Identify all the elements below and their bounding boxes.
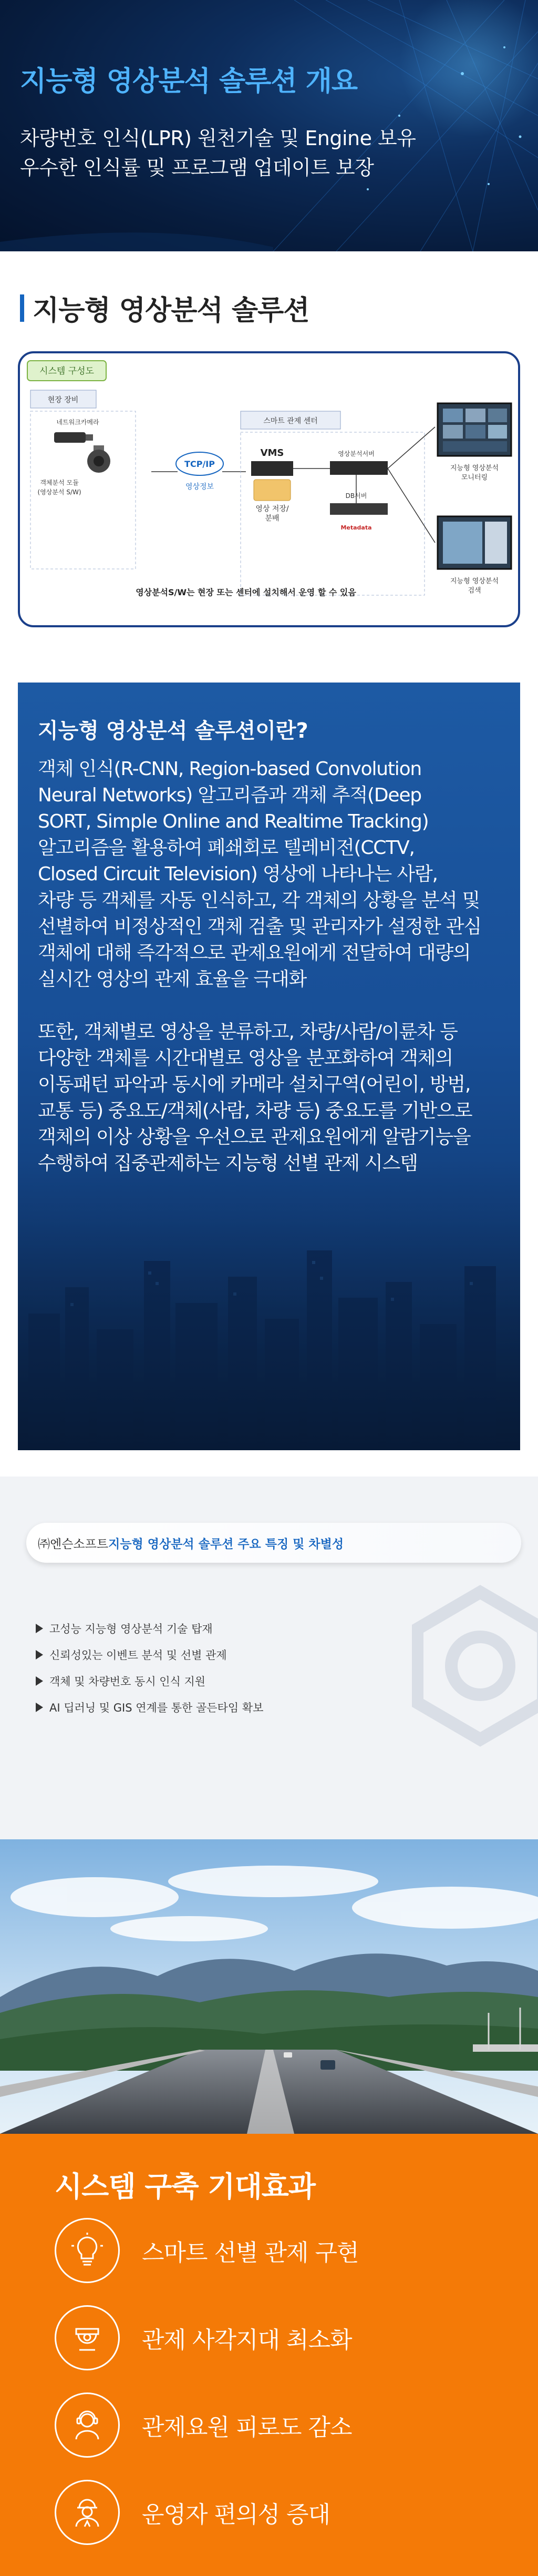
svg-text:영상정보: 영상정보 [185, 483, 214, 491]
solution-section-title [20, 288, 309, 328]
feature-item: 고성능 지능형 영상분석 기술 탑재 [36, 1615, 263, 1642]
ptz-camera-icon [87, 445, 110, 473]
site-label: 현장 장비 [47, 396, 79, 404]
definition-heading: 지능형 영상분석 솔루션이란? [38, 719, 308, 743]
definition-section [0, 677, 538, 1477]
benefit-label: 스마트 선별 관제 구현 [142, 2239, 359, 2266]
svg-text:지능형 영상분석: 지능형 영상분석 [450, 577, 499, 585]
hero-subtitle-line2: 우수한 인식률 및 프로그램 업데이트 보장 [20, 156, 374, 179]
features-header-title: 지능형 영상분석 솔루션 주요 특징 및 차별성 [108, 1537, 344, 1551]
decorative-shape-graphic [412, 1582, 538, 1781]
benefit-item [55, 2480, 330, 2545]
benefit-item [55, 2305, 352, 2370]
storage-icon [254, 480, 291, 501]
feature-item: 신뢰성있는 이벤트 분석 및 선별 관제 [36, 1642, 263, 1668]
diagram-caption: 영상분석S/W는 현장 또는 센터에 설치해서 운영 할 수 있음 [136, 587, 356, 597]
svg-text:모니터링: 모니터링 [461, 474, 488, 482]
solution-section [0, 251, 538, 677]
triangle-bullet-icon [36, 1703, 43, 1712]
search-display-icon [438, 516, 511, 569]
feature-item: 객체 및 차량번호 동시 인식 지원 [36, 1668, 263, 1694]
lightbulb-icon [55, 2218, 120, 2283]
solution-title-text: 지능형 영상분석 솔루션 [33, 295, 309, 327]
hero-banner [0, 0, 538, 251]
benefits-title: 시스템 구축 기대효과 [55, 2170, 316, 2203]
db-server-icon [330, 503, 388, 515]
triangle-bullet-icon [36, 1624, 43, 1633]
engineer-icon [55, 2480, 120, 2545]
benefit-label: 관제요원 피로도 감소 [142, 2414, 352, 2441]
svg-text:TCP/IP: TCP/IP [184, 459, 215, 469]
network-camera-icon [54, 432, 93, 443]
network-cloud-icon [176, 452, 223, 475]
definition-panel [18, 683, 520, 1450]
center-label: 스마트 관제 센터 [263, 417, 318, 425]
definition-paragraph-2: 또한, 객체별로 영상을 분류하고, 차량/사람/이륜차 등 다양한 객체를 시간대별로 영상을 분포화하여 객체의 이동패턴 파악과 동시에 카메라 설치구역(어린이, 방범, 교통 등) 중요도/객체(사람, 차량 등) 중요도를 기반으로 객체의 이상 상황을 우선으로 관제요원에게 알람기능을 수행하여 집중관제하는 지능형 선별 관제 시스템 [38, 1021, 472, 1174]
features-list [36, 1615, 263, 1720]
benefits-section [0, 2134, 538, 2576]
svg-text:VMS: VMS [260, 447, 284, 459]
highway-photo [0, 1839, 538, 2134]
system-diagram [18, 351, 520, 627]
cctv-icon [55, 2305, 120, 2370]
svg-text:객체분석 모듈: 객체분석 모듈 [40, 479, 79, 486]
highway-landscape-image [0, 1839, 538, 2134]
svg-text:Metadata: Metadata [340, 524, 372, 531]
hero-subtitle-line1: 차량번호 인식(LPR) 원천기술 및 Engine 보유 [20, 127, 416, 150]
benefit-item [55, 2218, 359, 2283]
svg-text:검색: 검색 [468, 587, 481, 595]
city-skyline-graphic [18, 1156, 520, 1450]
monitoring-display-icon [438, 403, 511, 456]
features-section [0, 1477, 538, 1839]
operator-icon [55, 2392, 120, 2458]
hero-title: 지능형 영상분석 솔루션 개요 [20, 66, 358, 97]
features-header-pill [26, 1523, 521, 1563]
benefit-label: 운영자 편의성 증대 [142, 2501, 330, 2528]
svg-text:영상분석서버: 영상분석서버 [338, 450, 375, 457]
features-header-prefix: ㈜엔슨소프트 [38, 1537, 109, 1551]
svg-text:분배: 분배 [265, 514, 280, 523]
title-accent-bar [20, 294, 24, 322]
svg-text:(영상분석 S/W): (영상분석 S/W) [37, 488, 81, 496]
analysis-server-icon [330, 461, 388, 475]
svg-text:DB서버: DB서버 [345, 492, 367, 500]
triangle-bullet-icon [36, 1650, 43, 1659]
svg-text:지능형 영상분석: 지능형 영상분석 [450, 464, 499, 472]
definition-paragraph-1: 객체 인식(R-CNN, Region-based Convolution Neural Networks) 알고리즘과 객체 추적(Deep SORT, Simple Online and Realtime Tracking) 알고리즘을 활용하여 폐쇄회로 텔레비전(CCTV, Closed Circuit Television) 영상에 나타나는 사람, 차량 등 객체를 자동 인식하고, 각 객체의 상황을 분석 및 선별하여 비정상적인 객체 검출 및 관리자가 설정한 관심 객체에 대해 즉각적으로 관제요원에게 전달하여 대량의 실시간 영상의 관제 효율을 극대화 [38, 758, 481, 990]
camera-label: 네트워크카메라 [56, 419, 99, 426]
system-label: 시스템 구성도 [39, 366, 94, 376]
benefit-label: 관제 사각지대 최소화 [142, 2327, 352, 2354]
benefit-item [55, 2392, 352, 2458]
triangle-bullet-icon [36, 1676, 43, 1686]
svg-text:영상 저장/: 영상 저장/ [255, 505, 289, 513]
feature-item: AI 딥러닝 및 GIS 연계를 통한 골든타임 확보 [36, 1694, 263, 1720]
vms-server-icon [251, 461, 293, 476]
